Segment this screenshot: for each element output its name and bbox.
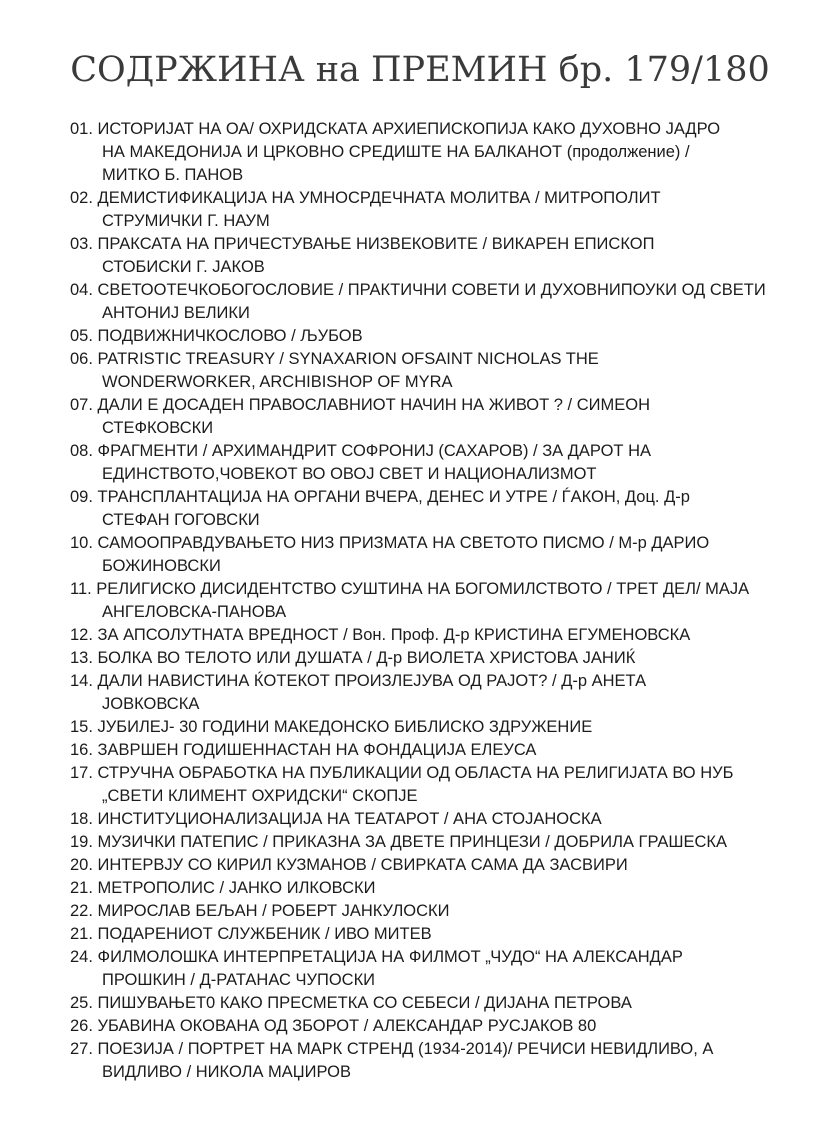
toc-entry — [70, 854, 820, 877]
toc-entry — [70, 624, 820, 647]
table-of-contents — [70, 118, 820, 1084]
toc-entry-continuation: СТЕФКОВСКИ — [102, 419, 214, 437]
toc-entry-continuation: СТЕФАН ГОГОВСКИ — [102, 511, 260, 529]
toc-entry — [70, 1015, 820, 1038]
toc-entry-line: 10. САМООПРАВДУВАЊЕТО НИЗ ПРИЗМАТА НА СВЕТОТО ПИСМО / М-р ДАРИО — [70, 534, 710, 552]
toc-entry-line: 15. ЈУБИЛЕЈ- 30 ГОДИНИ МАКЕДОНСКО БИБЛИСКО ЗДРУЖЕНИЕ — [70, 718, 593, 736]
toc-entry — [70, 233, 820, 279]
toc-entry-continuation: WONDERWORKER, ARCHIBISHOP OF MYRA — [102, 373, 453, 391]
toc-entry — [70, 532, 820, 578]
toc-entry-line: 26. УБАВИНА ОКОВАНА ОД ЗБОРОТ / АЛЕКСАНДАР РУСЈАКОВ 80 — [70, 1017, 597, 1035]
toc-entry-continuation: МИТКО Б. ПАНОВ — [102, 166, 244, 184]
toc-entry-line: 20. ИНТЕРВЈУ СО КИРИЛ КУЗМАНОВ / СВИРКАТА САМА ДА ЗАСВИРИ — [70, 856, 628, 874]
toc-entry — [70, 578, 820, 624]
toc-entry-continuation: ЕДИНСТВОТО,ЧОВЕКОТ ВО ОВОЈ СВЕТ И НАЦИОНАЛИЗМОТ — [102, 465, 597, 483]
toc-entry — [70, 1038, 820, 1084]
toc-entry-continuation: БОЖИНОВСКИ — [102, 557, 221, 575]
toc-entry-line: 11. РЕЛИГИСКО ДИСИДЕНТСТВО СУШТИНА НА БОГОМИЛСТВОТО / ТРЕТ ДЕЛ/ МАЈА — [70, 580, 750, 598]
toc-entry-continuation: АНТОНИЈ ВЕЛИКИ — [102, 304, 250, 322]
toc-entry-line: 21. ПОДАРЕНИОТ СЛУЖБЕНИК / ИВО МИТЕВ — [70, 925, 432, 943]
toc-entry-line: 22. МИРОСЛАВ БЕЉАН / РОБЕРТ ЈАНКУЛОСКИ — [70, 902, 450, 920]
toc-entry — [70, 831, 820, 854]
toc-entry-line: 08. ФРАГМЕНТИ / АРХИМАНДРИТ СОФРОНИЈ (САХАРОВ) / ЗА ДАРОТ НА — [70, 442, 651, 460]
toc-entry-continuation: АНГЕЛОВСКА-ПАНОВА — [102, 603, 287, 621]
toc-entry — [70, 900, 820, 923]
toc-entry-line: 04. СВЕТООТЕЧКОБОГОСЛОВИЕ / ПРАКТИЧНИ СОВЕТИ И ДУХОВНИПОУКИ ОД СВЕТИ — [70, 281, 766, 299]
toc-entry — [70, 992, 820, 1015]
toc-entry — [70, 647, 820, 670]
toc-entry-line: 16. ЗАВРШЕН ГОДИШЕННАСТАН НА ФОНДАЦИЈА ЕЛЕУСА — [70, 741, 537, 759]
toc-entry — [70, 118, 820, 187]
toc-entry-continuation: ПРОШКИН / Д-РАТАНАС ЧУПОСКИ — [102, 971, 376, 989]
toc-entry — [70, 808, 820, 831]
toc-entry — [70, 946, 820, 992]
toc-entry-line: 14. ДАЛИ НАВИСТИНА ЌОТЕКОТ ПРОИЗЛЕЈУВА ОД РАЈОТ? / Д-р АНЕТА — [70, 672, 647, 690]
page-title: СОДРЖИНА на ПРЕМИН бр. 179/180 — [70, 50, 770, 90]
toc-entry-line: 01. ИСТОРИЈАТ НА ОА/ ОХРИДСКАТА АРХИЕПИСКОПИЈА КАКО ДУХОВНО ЈАДРО — [70, 120, 721, 138]
toc-entry — [70, 486, 820, 532]
toc-entry-line: 02. ДЕМИСТИФИКАЦИЈА НА УМНОСРДЕЧНАТА МОЛИТВА / МИТРОПОЛИТ — [70, 189, 661, 207]
toc-entry-line: 17. СТРУЧНА ОБРАБОТКА НА ПУБЛИКАЦИИ ОД ОБЛАСТА НА РЕЛИГИЈАТА ВО НУБ — [70, 764, 734, 782]
toc-entry-continuation: ЈОВКОВСКА — [102, 695, 200, 713]
toc-entry — [70, 279, 820, 325]
toc-entry-line: 06. PATRISTIC TREASURY / SYNAXARION OFSAINT NICHOLAS THE — [70, 350, 599, 368]
toc-entry — [70, 739, 820, 762]
toc-entry — [70, 923, 820, 946]
toc-entry — [70, 877, 820, 900]
toc-entry-continuation: НА МАКЕДОНИЈА И ЦРКОВНО СРЕДИШТЕ НА БАЛКАНОТ (продолжение) / — [102, 143, 690, 161]
toc-entry — [70, 716, 820, 739]
toc-entry-line: 19. МУЗИЧКИ ПАТЕПИС / ПРИКАЗНА ЗА ДВЕТЕ ПРИНЦЕЗИ / ДОБРИЛА ГРАШЕСКА — [70, 833, 728, 851]
toc-entry-continuation: СТРУМИЧКИ Г. НАУМ — [102, 212, 270, 230]
toc-entry-line: 13. БОЛКА ВО ТЕЛОТО ИЛИ ДУШАТА / Д-р ВИОЛЕТА ХРИСТОВА ЈАНИЌ — [70, 649, 636, 667]
toc-entry-continuation: ВИДЛИВО / НИКОЛА МАЏИРОВ — [102, 1063, 351, 1081]
toc-entry — [70, 187, 820, 233]
toc-entry-line: 24. ФИЛМОЛОШКА ИНТЕРПРЕТАЦИЈА НА ФИЛМОТ „ЧУДО“ НА АЛЕКСАНДАР — [70, 948, 683, 966]
toc-entry — [70, 348, 820, 394]
toc-entry-line: 09. ТРАНСПЛАНТАЦИЈА НА ОРГАНИ ВЧЕРА, ДЕНЕС И УТРЕ / ЃАКОН, Доц. Д-р — [70, 488, 690, 506]
toc-entry-continuation: СТОБИСКИ Г. ЈАКОВ — [102, 258, 265, 276]
toc-entry — [70, 394, 820, 440]
toc-entry-line: 25. ПИШУВАЊЕТ0 КАКО ПРЕСМЕТКА СО СЕБЕСИ / ДИЈАНА ПЕТРОВА — [70, 994, 632, 1012]
toc-entry-line: 05. ПОДВИЖНИЧКОСЛОВО / ЉУБОВ — [70, 327, 363, 345]
toc-entry-line: 07. ДАЛИ Е ДОСАДЕН ПРАВОСЛАВНИОТ НАЧИН НА ЖИВОТ ? / СИМЕОН — [70, 396, 651, 414]
toc-entry-line: 21. МЕТРОПОЛИС / ЈАНКО ИЛКОВСКИ — [70, 879, 376, 897]
toc-entry — [70, 325, 820, 348]
toc-entry-continuation: „СВЕТИ КЛИМЕНТ ОХРИДСКИ“ СКОПЈЕ — [102, 787, 418, 805]
toc-entry — [70, 440, 820, 486]
toc-entry-line: 18. ИНСТИТУЦИОНАЛИЗАЦИЈА НА ТЕАТАРОТ / АНА СТОЈАНОСКА — [70, 810, 602, 828]
toc-entry-line: 27. ПОЕЗИЈА / ПОРТРЕТ НА МАРК СТРЕНД (1934-2014)/ РЕЧИСИ НЕВИДЛИВО, А — [70, 1040, 714, 1058]
toc-entry-line: 03. ПРАКСАТА НА ПРИЧЕСТУВАЊЕ НИЗВЕКОВИТЕ / ВИКАРЕН ЕПИСКОП — [70, 235, 655, 253]
toc-entry — [70, 670, 820, 716]
toc-entry-line: 12. ЗА АПСОЛУТНАТА ВРЕДНОСТ / Вон. Проф. Д-р КРИСТИНА ЕГУМЕНОВСКА — [70, 626, 691, 644]
toc-entry — [70, 762, 820, 808]
